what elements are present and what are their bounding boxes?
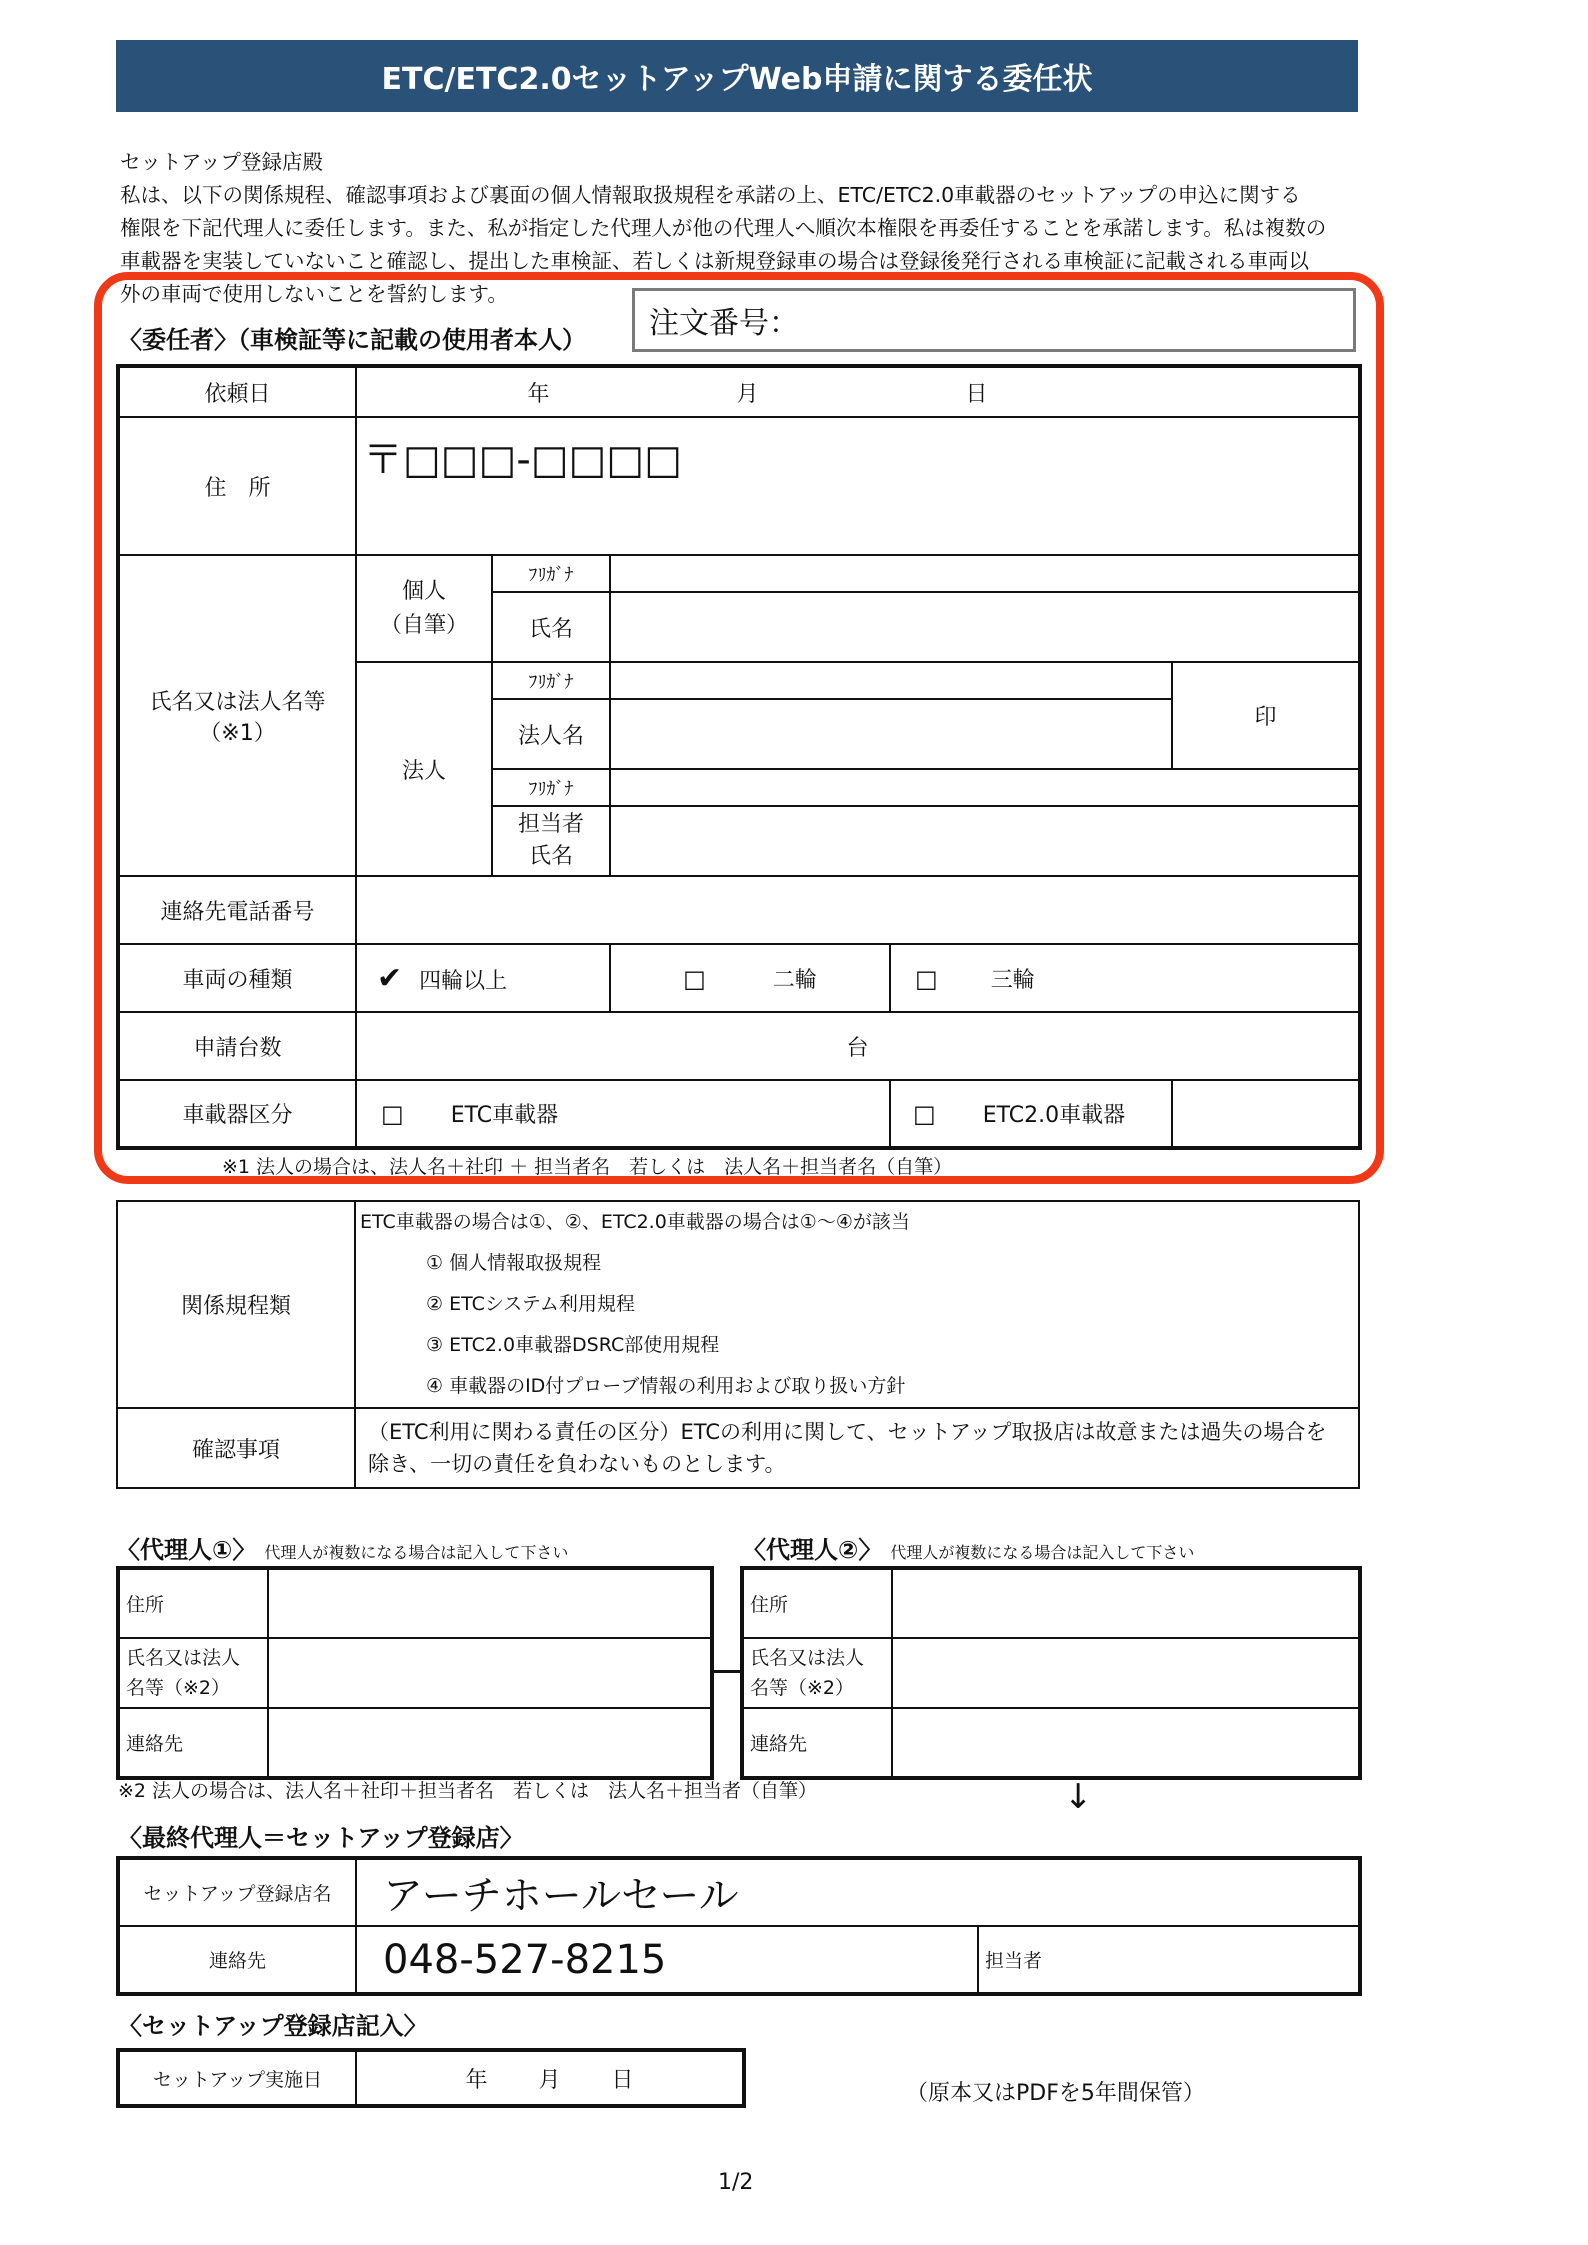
agent1-title: 〈代理人①〉	[116, 1536, 257, 1564]
setup-table	[116, 2048, 746, 2108]
postal-box: □	[644, 437, 683, 483]
etc2-label: ETC2.0車載器	[982, 1103, 1126, 1128]
agent2-name-label	[742, 1638, 892, 1708]
principal-table	[116, 364, 1362, 1150]
postal-box: □	[403, 437, 441, 483]
page-number: 1/2	[718, 2170, 754, 2195]
intro-line: 私は、以下の関係規程、確認事項および裏面の個人情報取扱規程を承諾の上、ETC/ETC2.0車載器のセットアップの申込に関する	[120, 183, 1301, 207]
furigana-label: ﾌﾘｶﾞﾅ	[492, 769, 610, 806]
phone-row	[118, 876, 1360, 944]
checkbox-icon: □	[381, 1100, 404, 1128]
postal-box: □	[440, 437, 479, 483]
agent1-contact-field[interactable]	[268, 1708, 712, 1778]
name-label-note: （※1）	[199, 720, 276, 746]
request-date-label: 依頼日	[118, 366, 356, 417]
arrow-down-icon: ↓	[1064, 1777, 1093, 1817]
month-label: 月	[538, 2067, 561, 2093]
setup-date-field[interactable]	[356, 2050, 744, 2106]
person-label-1: 担当者	[517, 812, 584, 837]
agent2-name-label-1: 氏名又は法人	[750, 1647, 865, 1669]
corp-name-label: 法人名	[492, 699, 610, 769]
two-wheel-option[interactable]	[610, 944, 890, 1012]
regulations-row	[117, 1201, 1359, 1408]
document-title: ETC/ETC2.0セットアップWeb申請に関する委任状	[116, 40, 1358, 112]
agent1-contact-label: 連絡先	[118, 1708, 268, 1778]
regulations-label: 関係規程類	[117, 1201, 355, 1408]
postal-box: □	[606, 437, 645, 483]
agent2-heading	[742, 1530, 1194, 1565]
address-label: 住 所	[118, 417, 356, 555]
year-label: 年	[465, 2067, 488, 2093]
note-1: ※1 法人の場合は、法人名＋社印 ＋ 担当者名 若しくは 法人名＋担当者名（自筆）	[222, 1156, 953, 1178]
etc-option[interactable]	[356, 1080, 890, 1148]
regulation-item: ③ ETC2.0車載器DSRC部使用規程	[426, 1334, 720, 1356]
phone-label: 連絡先電話番号	[118, 876, 356, 944]
contact-label: 連絡先	[118, 1926, 356, 1994]
etc2-option[interactable]	[890, 1080, 1172, 1148]
individual-name-field[interactable]	[610, 592, 1360, 662]
intro-line: 車載器を実装していないこと確認し、提出した車検証、若しくは新規登録車の場合は登録後発行される車検証に記載される車両以	[120, 249, 1309, 273]
note-2: ※2 法人の場合は、法人名＋社印＋担当者名 若しくは 法人名＋担当者（自筆）	[118, 1780, 818, 1802]
regulation-item: ① 個人情報取扱規程	[426, 1252, 602, 1274]
intro-line: 外の車両で使用しないことを誓約します。	[120, 282, 508, 306]
furigana-label: ﾌﾘｶﾞﾅ	[492, 555, 610, 592]
device-row	[118, 1080, 1360, 1148]
agent1-name-label-2: 名等（※2）	[126, 1677, 231, 1699]
person-label	[492, 806, 610, 876]
phone-field[interactable]	[356, 876, 1360, 944]
corp-name-field[interactable]	[610, 699, 1172, 769]
confirm-row	[117, 1408, 1359, 1488]
retention-note: （原本又はPDFを5年間保管）	[906, 2081, 1205, 2106]
confirm-line: （ETC利用に関わる責任の区分）ETCの利用に関して、セットアップ取扱店は故意または過失の場合を	[368, 1420, 1327, 1444]
checkbox-icon: □	[915, 964, 938, 993]
check-mark-icon: ✔	[377, 960, 403, 996]
shop-label: セットアップ登録店名	[118, 1858, 356, 1926]
confirm-line: 除き、一切の責任を負わないものとします。	[368, 1452, 786, 1476]
vehicle-type-row	[118, 944, 1360, 1012]
name-label-main: 氏名又は法人名等	[149, 689, 326, 715]
etc-label: ETC車載器	[450, 1103, 559, 1128]
postal-dash: -	[516, 437, 531, 483]
agent2-contact-field[interactable]	[892, 1708, 1360, 1778]
individual-furigana-field[interactable]	[610, 555, 1360, 592]
intro-line: 権限を下記代理人に委任します。また、私が指定した代理人が他の代理人へ順次本権限を再委任することを承諾します。私は複数の	[120, 216, 1327, 240]
month-label: 月	[736, 381, 759, 407]
device-label: 車載器区分	[118, 1080, 356, 1148]
device-blank-field	[1172, 1080, 1360, 1148]
person-in-charge-label: 担当者	[978, 1926, 1360, 1994]
person-name-field[interactable]	[610, 806, 1360, 876]
final-agent-table	[116, 1856, 1362, 1996]
addressee: セットアップ登録店殿	[120, 150, 323, 174]
count-row	[118, 1012, 1360, 1080]
corporate-label: 法人	[356, 662, 492, 876]
postal-box: □	[478, 437, 517, 483]
postal-box: □	[530, 437, 569, 483]
regulation-item: ④ 車載器のID付プローブ情報の利用および取り扱い方針	[426, 1375, 906, 1397]
seal-label: 印	[1254, 705, 1277, 730]
address-field[interactable]	[356, 417, 1360, 555]
count-field[interactable]	[356, 1012, 1360, 1080]
name-label	[118, 555, 356, 876]
agent2-name-field[interactable]	[892, 1638, 1360, 1708]
agent1-name-field[interactable]	[268, 1638, 712, 1708]
setup-heading: 〈セットアップ登録店記入〉	[118, 2012, 428, 2040]
agent1-subnote: 代理人が複数になる場合は記入して下さい	[264, 1543, 569, 1562]
regulations-intro: ETC車載器の場合は①、②、ETC2.0車載器の場合は①～④が該当	[360, 1211, 910, 1233]
address-row	[118, 417, 1360, 555]
three-wheel-label: 三輪	[990, 967, 1035, 993]
order-number-label: 注文番号：	[649, 306, 799, 341]
principal-heading: 〈委任者〉（車検証等に記載の使用者本人）	[118, 326, 586, 354]
four-wheel-label: 四輪以上	[419, 968, 508, 994]
three-wheel-option[interactable]	[890, 944, 1360, 1012]
contact-value: 048-527-8215	[356, 1926, 978, 1994]
person-label-2: 氏名	[528, 844, 573, 869]
year-label: 年	[527, 381, 550, 407]
individual-handwritten: （自筆）	[379, 612, 468, 638]
order-number-field[interactable]	[632, 288, 1356, 352]
agent1-address-field[interactable]	[268, 1568, 712, 1638]
checkbox-icon: □	[683, 964, 706, 993]
request-date-row	[118, 366, 1360, 417]
regulations-table	[116, 1200, 1360, 1489]
name-sub-label: 氏名	[492, 592, 610, 662]
person-furigana-field[interactable]	[610, 769, 1360, 806]
day-label: 日	[965, 381, 988, 407]
regulation-item: ② ETCシステム利用規程	[426, 1293, 635, 1315]
individual-label	[356, 555, 492, 662]
seal-field[interactable]	[1172, 662, 1360, 769]
setup-date-label: セットアップ実施日	[118, 2050, 356, 2106]
two-wheel-label: 二輪	[772, 967, 817, 993]
vehicle-type-label: 車両の種類	[118, 944, 356, 1012]
furigana-label: ﾌﾘｶﾞﾅ	[492, 662, 610, 699]
unit-label: 台	[846, 1035, 869, 1061]
shop-name: アーチホールセール	[356, 1858, 1360, 1926]
individual-furigana-row	[118, 555, 1360, 592]
agent2-name-label-2: 名等（※2）	[750, 1677, 855, 1699]
corp-furigana-field[interactable]	[610, 662, 1172, 699]
confirm-text	[355, 1408, 1359, 1488]
postal-box: □	[568, 437, 607, 483]
checkbox-icon: □	[913, 1100, 936, 1128]
count-label: 申請台数	[118, 1012, 356, 1080]
individual-text: 個人	[401, 578, 446, 604]
final-agent-heading: 〈最終代理人＝セットアップ登録店〉	[118, 1824, 524, 1852]
agent1-address-label: 住所	[118, 1568, 268, 1638]
regulations-list	[355, 1201, 1359, 1408]
agent2-contact-label: 連絡先	[742, 1708, 892, 1778]
agent1-name-label-1: 氏名又は法人	[126, 1647, 241, 1669]
request-date-field[interactable]	[356, 366, 1360, 417]
agent2-subnote: 代理人が複数になる場合は記入して下さい	[890, 1543, 1195, 1562]
agent2-table	[740, 1566, 1362, 1780]
postal-mark: 〒	[363, 437, 403, 483]
agent1-table	[116, 1566, 714, 1780]
agent1-name-label	[118, 1638, 268, 1708]
arrow-right-icon	[710, 1670, 740, 1673]
agent2-address-field[interactable]	[892, 1568, 1360, 1638]
agent1-heading	[116, 1530, 568, 1565]
agent2-title: 〈代理人②〉	[742, 1536, 883, 1564]
day-label: 日	[611, 2067, 634, 2093]
four-wheel-option[interactable]	[356, 944, 610, 1012]
agent2-address-label: 住所	[742, 1568, 892, 1638]
confirm-label: 確認事項	[117, 1408, 355, 1488]
